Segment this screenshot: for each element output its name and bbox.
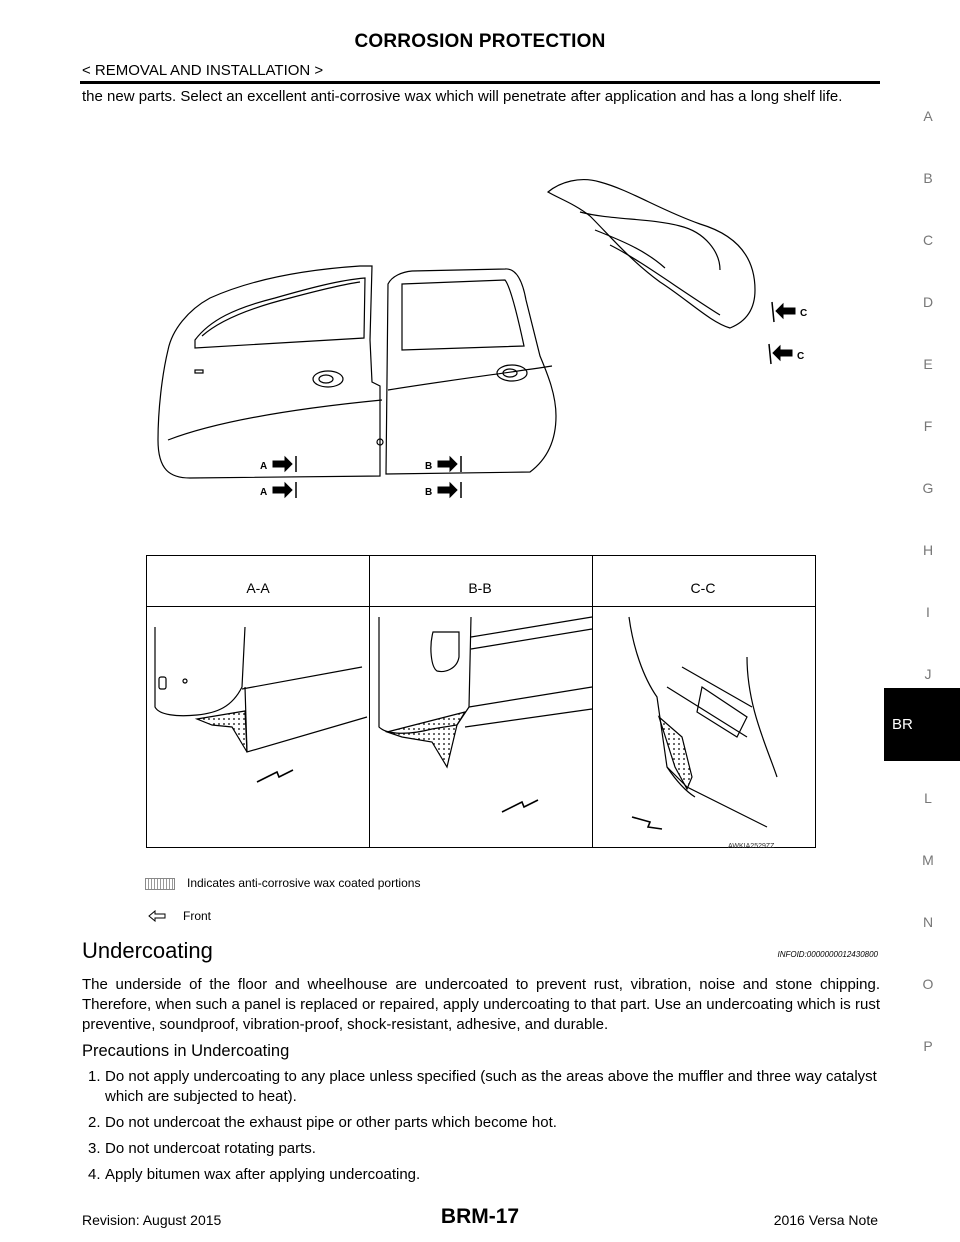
callout-b-2: B: [425, 487, 433, 498]
callout-c-1: C: [800, 308, 808, 319]
undercoating-heading: Undercoating: [82, 938, 213, 963]
list-item: 2. Do not undercoat the exhaust pipe or other parts which become hot.: [88, 1114, 557, 1131]
active-section-tab[interactable]: [884, 688, 960, 761]
callout-c-2: C: [797, 351, 805, 362]
legend-wax-text: Indicates anti-corrosive wax coated portions: [187, 876, 421, 890]
index-p[interactable]: P: [923, 1038, 933, 1054]
list-item: 4. Apply bitumen wax after applying undercoating.: [88, 1166, 421, 1183]
front-arrow-b: [502, 800, 538, 812]
front-door-outline: [158, 266, 380, 478]
section-arrow-b2: [438, 483, 457, 497]
precautions-list: [82, 1067, 880, 1191]
index-j[interactable]: J: [924, 666, 932, 682]
front-window: [195, 278, 365, 348]
section-drawings: [147, 607, 815, 848]
callout-b-1: B: [425, 461, 433, 472]
callout-a-1: A: [260, 461, 268, 472]
index-e[interactable]: E: [923, 356, 933, 372]
index-i[interactable]: I: [926, 604, 930, 620]
section-label-b: B-B: [468, 580, 492, 596]
list-item: 1. Do not apply undercoating to any place unless specified (such as the areas above the muffler and three way catalyst which are subjected to heat).: [88, 1068, 877, 1105]
section-label-c: C-C: [690, 580, 716, 596]
index-m[interactable]: M: [922, 852, 934, 868]
section-a-wax: [197, 711, 247, 752]
footer-revision: Revision: August 2015: [82, 1212, 222, 1228]
header-rule: [80, 81, 880, 84]
index-b[interactable]: B: [923, 170, 933, 186]
footer-page-number: BRM-17: [440, 1205, 520, 1228]
intro-paragraph: the new parts. Select an excellent anti-corrosive wax which will penetrate after application and has a long shelf life.: [82, 88, 843, 105]
section-label-a: A-A: [246, 580, 270, 596]
index-n[interactable]: N: [922, 914, 934, 930]
info-id: INFOID:0000000012430800: [777, 950, 878, 959]
index-h[interactable]: H: [922, 542, 934, 558]
footer-model: 2016 Versa Note: [773, 1212, 878, 1228]
index-l[interactable]: L: [924, 790, 932, 806]
active-section-label: BR: [892, 716, 913, 733]
section-b-wax: [387, 712, 465, 767]
precautions-heading: Precautions in Undercoating: [82, 1042, 290, 1060]
list-item: 3. Do not undercoat rotating parts.: [88, 1140, 316, 1157]
rear-panel-outline: [548, 180, 755, 328]
section-a-panel: [155, 627, 245, 716]
rear-door-outline: [386, 269, 556, 474]
index-g[interactable]: G: [922, 480, 934, 496]
legend-front-text: Front: [183, 909, 212, 923]
section-arrow-a2: [273, 483, 292, 497]
index-f[interactable]: F: [923, 418, 933, 434]
index-o[interactable]: O: [922, 976, 934, 992]
rear-window: [402, 280, 524, 350]
section-arrow-c2: [773, 346, 792, 360]
section-views-table: [146, 555, 816, 848]
breadcrumb: < REMOVAL AND INSTALLATION >: [82, 62, 324, 79]
front-arrow-icon: [147, 910, 167, 922]
section-arrow-c1: [776, 304, 795, 318]
section-c-panel: [629, 617, 767, 827]
callout-a-2: A: [260, 487, 268, 498]
wax-pattern-swatch: [145, 878, 175, 890]
index-a[interactable]: A: [923, 108, 933, 124]
front-arrow-a: [257, 770, 293, 782]
section-index: [880, 0, 960, 1242]
section-arrow-a1: [273, 457, 292, 471]
index-c[interactable]: C: [922, 232, 934, 248]
section-arrow-b1: [438, 457, 457, 471]
page-title: CORROSION PROTECTION: [354, 31, 606, 52]
figure-id: AWKIA2529ZZ: [728, 843, 775, 850]
undercoating-paragraph: The underside of the floor and wheelhouse are undercoated to prevent rust, vibration, noise and stone chipping. Therefore, when such a panel is replaced or repaired, apply undercoating to that part. Use an undercoating which is rust preventive, soundproof, vibration-proof, shock-resistant, adhesive, and durable.: [82, 976, 880, 1033]
index-d[interactable]: D: [922, 294, 934, 310]
door-illustration: [140, 160, 820, 530]
front-arrow-c: [632, 817, 662, 829]
